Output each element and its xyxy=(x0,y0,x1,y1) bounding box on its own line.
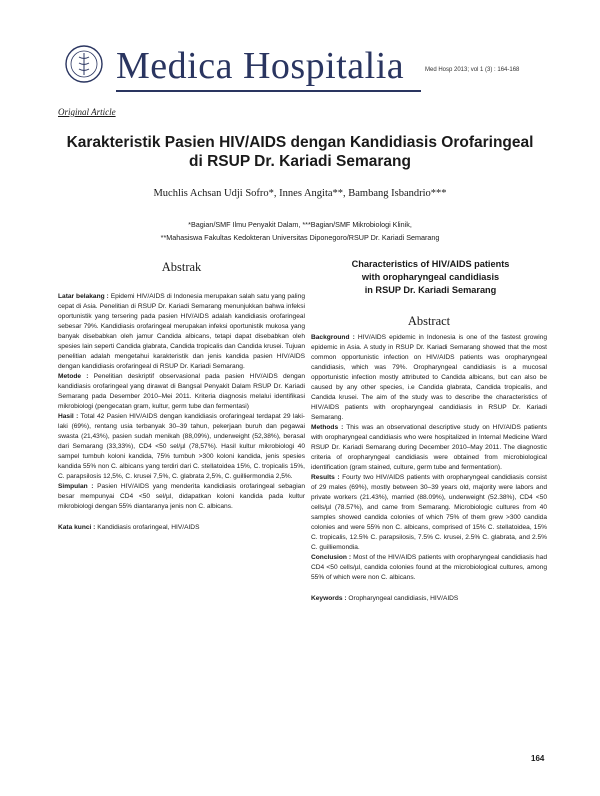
authors: Muchlis Achsan Udji Sofro*, Innes Angita**, Bambang Isbandrio*** xyxy=(153,188,447,199)
hasil-text: Total 42 Pasien HIV/AIDS dengan kandidiasis orofaringeal terdapat 29 laki-laki (69%), rentang usia terbanyak 30–39 tahun, pekerjaan buruh dan pegawai swasta (21,43%), pasien sudah menikah (88,09%), underweight (52,38%), berasal dari Semarang (33,33%), CD4 <50 sel/µl (78,57%). Hasil kultur mikrobiologi 40 sampel tumbuh koloni kandida, 75% tumbuh >300 koloni kandida, jenis spesies kandida 55% non C. albicans yang terdiri dari C. stellatoidea 15%, C. tropicalis 15%, C. parapsilosis 12,5%, C. krusei 7,5%, C. glabrata 2,5%, C. guilliermondia 2,5%. xyxy=(58,413,306,480)
conclusion-text: Most of the HIV/AIDS patients with oropharyngeal candidiasis had CD4 <50 cells/µl, candida colonies found at the microbiological cultures, among 55% of which were non C. albicans. xyxy=(311,554,547,581)
simpulan-label: Simpulan : xyxy=(58,483,94,490)
background-text: HIV/AIDS epidemic in Indonesia is one of the fastest growing epidemic in Asia. A study in RSUP Dr. Kariadi Semarang showed that the most common opportunistic infection on HIV/AIDS patients was oropharyngeal candidiasis, which was 79%. Oropharyngeal candidiasis is a mucosal opportunistic infection mostly attributed to Candida albicans, but can also be caused by any other species, i.e Candida glabrata, Candida tropicalis, and Candida krusei. The aim of the study was to describe the characteristics of HIV/AIDS patients with oropharyngeal candidiasis in RSUP Dr. Kariadi Semarang. xyxy=(311,334,548,421)
article-title-line-1: Karakteristik Pasien HIV/AIDS dengan Kandidiasis Orofaringeal xyxy=(66,134,534,151)
abstrak-heading: Abstrak xyxy=(161,260,202,274)
metode-text: Penelitian deskriptif observasional pada pasien HIV/AIDS dengan kandidiasis orofaringeal yang dirawat di Bangsal Penyakit Dalam RSUP Dr. Kariadi Semarang pada Desember 2010–Mei 2011. Kriteria diagnosis melalui identifikasi mikrobiologi (pengecatan gram, kultur, germ tube dan fermentasi) xyxy=(58,373,306,410)
kata-kunci-text: Kandidiasis orofaringeal, HIV/AIDS xyxy=(95,524,200,531)
abstract-heading: Abstract xyxy=(407,314,451,328)
masthead xyxy=(62,40,540,92)
journal-logo-icon xyxy=(64,44,104,84)
abstract-body xyxy=(311,333,547,602)
background-paragraph xyxy=(311,333,547,423)
results-paragraph xyxy=(311,473,547,553)
simpulan-paragraph xyxy=(58,482,305,512)
hasil-label: Hasil : xyxy=(58,413,79,420)
article-title-line-2: di RSUP Dr. Kariadi Semarang xyxy=(189,153,411,170)
latar-text: Epidemi HIV/AIDS di Indonesia merupakan salah satu yang paling cepat di Asia. Penelitian di RSUP Dr. Kariadi Semarang menunjukkan bahwa infeksi oportunistik yang tersering pada pasien HIV/AIDS adalah kandidiasis orofaringeal sebesar 79%. Kandidiasis orofaringeal merupakan infeksi oportunistik mukosa yang banyak disebabkan oleh jamur Candida albicans, tetapi dapat disebabkan oleh spesies lain seperti Candida glabrata, Candida tropicalis dan Candida krusei. Tujuan penelitian adalah mengetahui karakteristik dan jenis kandida pasien HIV/AIDS dengan kandidiasis orofaringeal di RSUP Dr. Kariadi Semarang. xyxy=(58,293,305,370)
article-type: Original Article xyxy=(58,107,116,117)
page-number: 164 xyxy=(531,754,545,763)
results-text: Fourty two HIV/AIDS patients with oropharyngeal candidiasis consist of 29 males (69%), mostly between 30–39 years old, majority were labors and private workers (21.43%), married (88.09%), underweight (52.38%), CD4 <50 cells/µl (78.57%), and came from Semarang. Microbiologic cultures from 40 samples showed candida colonies of which 75% of them grew >300 candida colonies and were 55% non C. albicans, comprised of 15% C. stellatoidea, 15% C. tropicalis, 12.5% C. parapsilosis, 7.5% C. krusei, 2.5% C. glabrata, and 2.5% C. guilliemondia. xyxy=(311,474,547,551)
metode-paragraph xyxy=(58,372,305,412)
keywords-label: Keywords : xyxy=(311,595,347,602)
hasil-paragraph xyxy=(58,412,305,482)
affiliation-line-2: **Mahasiswa Fakultas Kedokteran Universitas Diponegoro/RSUP Dr. Kariadi Semarang xyxy=(160,233,440,242)
latar-label: Latar belakang : xyxy=(58,293,109,300)
kata-kunci xyxy=(58,524,305,531)
methods-paragraph xyxy=(311,423,547,473)
english-title-line-3: in RSUP Dr. Kariadi Semarang xyxy=(364,285,497,295)
conclusion-label: Conclusion : xyxy=(311,554,352,561)
simpulan-text: Pasien HIV/AIDS yang menderita kandidiasis orofaringeal sebagian besar mempunyai CD4 <50 sel/µl, didapatkan koloni kandida pada kultur mikrobiologi dengan 55% diantaranya jenis non C. albicans. xyxy=(58,483,306,510)
affiliation-line-1: *Bagian/SMF Ilmu Penyakit Dalam, ***Bagian/SMF Mikrobiologi Klinik, xyxy=(188,220,412,229)
english-title-line-2: with oropharyngeal candidiasis xyxy=(361,272,500,282)
latar-paragraph xyxy=(58,292,305,372)
journal-name: Medica Hospitalia xyxy=(116,45,405,87)
conclusion-paragraph xyxy=(311,553,547,583)
metode-label: Metode : xyxy=(58,373,89,380)
abstrak-body xyxy=(58,292,305,531)
results-label: Results : xyxy=(311,474,340,481)
methods-text: This was an observational descriptive study on HIV/AIDS patients with oropharyngeal candidiasis who were hospitalized in Internal Medicine Ward RSUP Dr. Kariadi Semarang during December 2010–May 2011. The diagnostic criteria of oropharyngeal candidiasis were obtained from microbiological identification (gram stained, culture, germ tube and fermentation). xyxy=(311,424,547,471)
masthead-rule xyxy=(116,90,421,92)
background-label: Background : xyxy=(311,334,355,341)
english-title xyxy=(318,258,543,297)
journal-citation: Med Hosp 2013; vol 1 (3) : 164-168 xyxy=(425,67,520,73)
kata-kunci-label: Kata kunci : xyxy=(58,524,96,531)
keywords-text: Oropharyngeal candidiasis, HIV/AIDS xyxy=(346,595,459,602)
keywords xyxy=(311,595,547,602)
english-title-line-1: Characteristics of HIV/AIDS patients xyxy=(351,259,510,269)
methods-label: Methods : xyxy=(311,424,344,431)
